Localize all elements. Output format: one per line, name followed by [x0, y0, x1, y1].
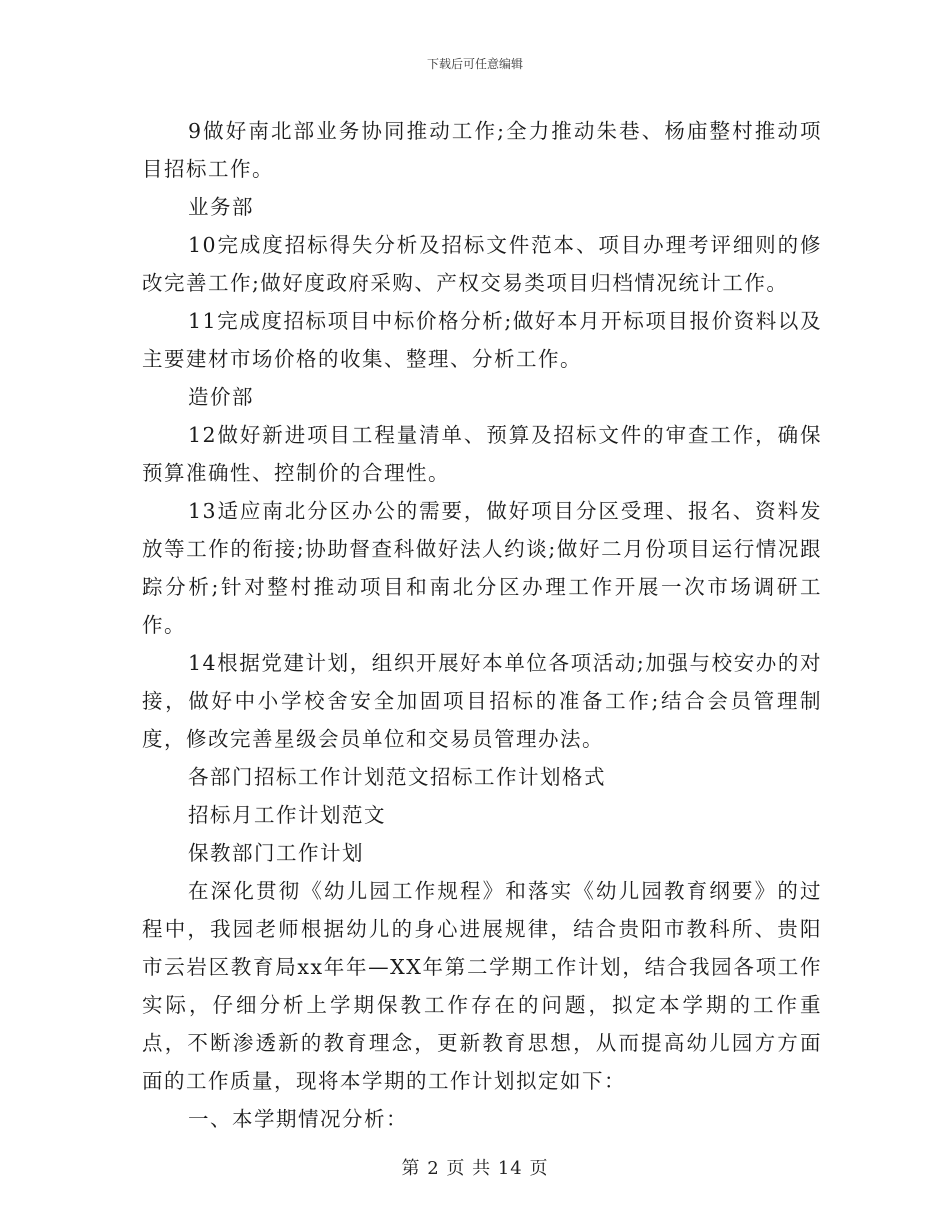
- paragraph-item-9: 9做好南北部业务协同推动工作;全力推动朱巷、杨庙整村推动项目招标工作。: [142, 119, 822, 181]
- paragraph-item-10: 10完成度招标得失分析及招标文件范本、项目办理考评细则的修改完善工作;做好度政府采购、产权交易类项目归档情况统计工作。: [142, 233, 822, 295]
- paragraph-item-13: 13适应南北分区办公的需要，做好项目分区受理、报名、资料发放等工作的衔接;协助督查科做好法人约谈;做好二月份项目运行情况跟踪分析;针对整村推动项目和南北分区办理工作开展一次市场调研工作。: [142, 499, 822, 637]
- section-heading-monthly-plan: 招标月工作计划范文: [188, 803, 386, 827]
- section-heading-care-education-plan: 保教部门工作计划: [188, 841, 364, 865]
- section-heading-cost-dept: 造价部: [188, 385, 254, 409]
- paragraph-intro: 在深化贯彻《幼儿园工作规程》和落实《幼儿园教育纲要》的过程中，我园老师根据幼儿的身心进展规律，结合贵阳市教科所、贵阳市云岩区教育局xx年年—XX年第二学期工作计划，结合我园各项工作实际，仔细分析上学期保教工作存在的问题，拟定本学期的工作重点，不断渗透新的教育理念，更新教育思想，从而提高幼儿园方方面面的工作质量，现将本学期的工作计划拟定如下：: [142, 879, 822, 1093]
- page-header-note: 下载后可任意编辑: [426, 57, 523, 71]
- document-body: [142, 112, 822, 1138]
- paragraph-item-11: 11完成度招标项目中标价格分析;做好本月开标项目报价资料以及主要建材市场价格的收集、整理、分析工作。: [142, 309, 822, 371]
- paragraph-item-12: 12做好新进项目工程量清单、预算及招标文件的审查工作，确保预算准确性、控制价的合理性。: [142, 423, 822, 485]
- section-heading-semester-analysis: 一、本学期情况分析：: [188, 1107, 408, 1131]
- page-number-indicator: 第 2 页 共 14 页: [401, 1158, 549, 1179]
- paragraph-item-14: 14根据党建计划，组织开展好本单位各项活动;加强与校安办的对接，做好中小学校舍安全加固项目招标的准备工作;结合会员管理制度，修改完善星级会员单位和交易员管理办法。: [142, 651, 822, 751]
- section-heading-business-dept: 业务部: [188, 195, 254, 219]
- section-heading-plan-format: 各部门招标工作计划范文招标工作计划格式: [188, 765, 606, 789]
